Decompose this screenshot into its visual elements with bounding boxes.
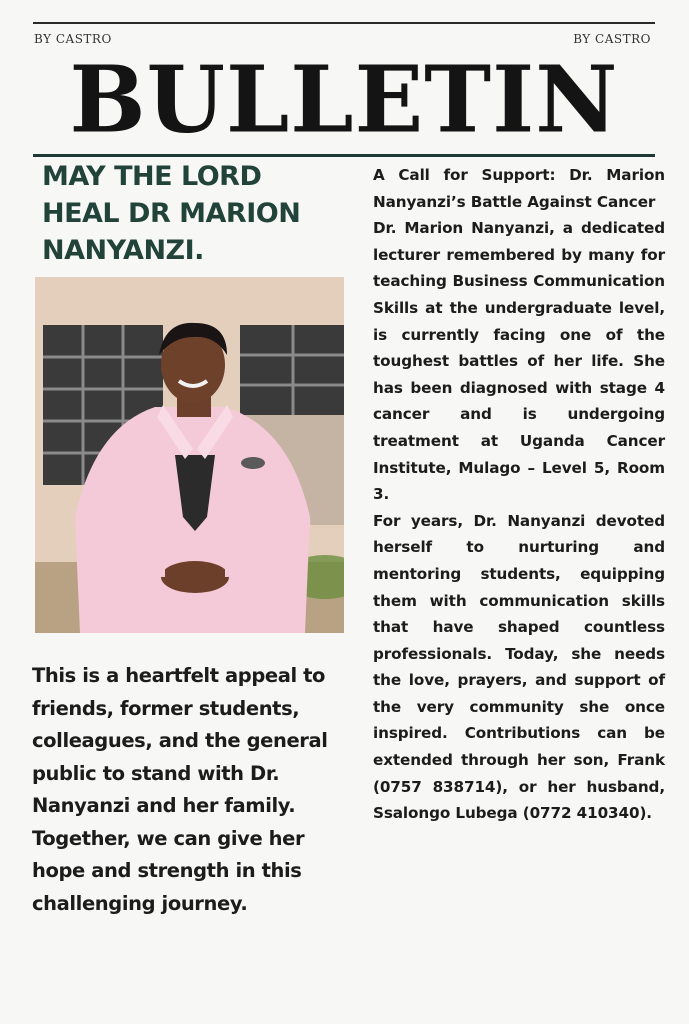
- article-paragraph-2: For years, Dr. Nanyanzi devoted herself to nurturing and mentoring students, equipping them with communication skills that have shaped countless professionals. Today, she needs the love, prayers, and support of the very community she once inspired. Contributions can be extended through her son, Frank (0757 838714), or her husband, Ssalongo Lubega (0772 410340).: [373, 511, 665, 823]
- headline: MAY THE LORD HEAL DR MARION NANYANZI.: [42, 161, 301, 266]
- article-paragraph-1: Dr. Marion Nanyanzi, a dedicated lecturer remembered by many for teaching Business Communication Skills at the undergraduate level, is currently facing one of the toughest battles of her life. She has been diagnosed with stage 4 cancer and is undergoing treatment at Uganda Cancer Institute, Mulago – Level 5, Room 3.: [373, 219, 665, 504]
- article-body: [373, 162, 665, 827]
- article-title: A Call for Support: Dr. Marion Nanyanzi’s Battle Against Cancer: [373, 166, 665, 211]
- portrait-photo: [35, 277, 344, 633]
- byline-right: BY CASTRO: [573, 32, 651, 46]
- appeal-text: This is a heartfelt appeal to friends, former students, colleagues, and the general public to stand with Dr. Nanyanzi and her family. Together, we can give her hope and strength in this challenging journey.: [32, 664, 328, 915]
- masthead-rule: [33, 154, 655, 157]
- masthead-title: BULLETIN: [69, 45, 619, 155]
- top-rule: [33, 22, 655, 24]
- byline-left: BY CASTRO: [34, 32, 112, 46]
- portrait-illustration: [35, 277, 344, 633]
